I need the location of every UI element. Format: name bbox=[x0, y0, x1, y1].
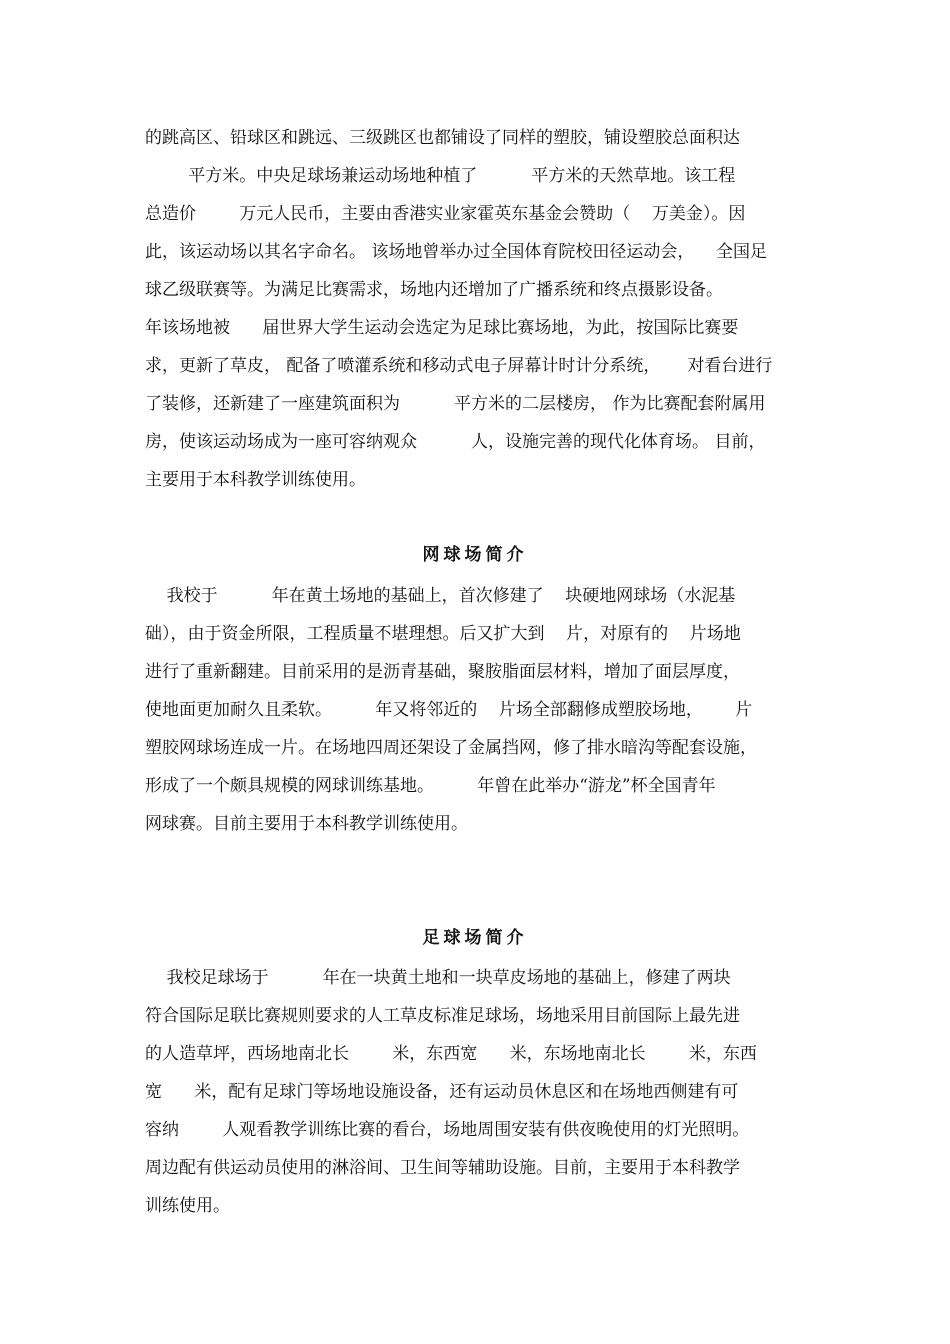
stadium-line: 总造价 万元人民币，主要由香港实业家霍英东基金会赞助（ 万美金）。因 bbox=[145, 204, 746, 224]
tennis-section-title: 网球场简介 bbox=[422, 545, 528, 565]
football-line: 我校足球场于 年在一块黄土地和一块草皮场地的基础上，修建了两块 bbox=[145, 968, 731, 988]
stadium-line: 此，该运动场以其名字命名。 该场地曾举办过全国体育院校田径运动会， 全国足 bbox=[145, 242, 768, 262]
stadium-line: 房，使该运动场成为一座可容纳观众 人，设施完善的现代化体育场。 目前， bbox=[145, 432, 766, 452]
football-line: 容纳 人观看教学训练比赛的看台，场地周围安装有供夜晚使用的灯光照明。 bbox=[145, 1120, 750, 1140]
football-line: 符合国际足联比赛规则要求的人工草皮标准足球场，场地采用目前国际上最先进 bbox=[145, 1006, 740, 1026]
tennis-line: 使地面更加耐久且柔软。 年又将邻近的 片场全部翻修成塑胶场地， 片 bbox=[145, 700, 753, 720]
football-line: 训练使用。 bbox=[145, 1196, 230, 1216]
tennis-line: 塑胶网球场连成一片。在场地四周还架设了金属挡网，修了排水暗沟等配套设施， bbox=[145, 738, 757, 758]
tennis-line: 进行了重新翻建。目前采用的是沥青基础，聚胺脂面层材料，增加了面层厚度， bbox=[145, 662, 740, 682]
tennis-line: 我校于 年在黄土场地的基础上，首次修建了 块硬地网球场（水泥基 bbox=[145, 586, 736, 606]
stadium-line: 求，更新了草皮， 配备了喷灌系统和移动式电子屏幕计时计分系统， 对看台进行 bbox=[145, 356, 773, 376]
tennis-line: 网球赛。目前主要用于本科教学训练使用。 bbox=[145, 814, 468, 834]
football-line: 宽 米，配有足球门等场地设施设备，还有运动员休息区和在场地西侧建有可 bbox=[145, 1082, 739, 1102]
stadium-line: 了装修，还新建了一座建筑面积为 平方米的二层楼房， 作为比赛配套附属用 bbox=[145, 394, 766, 414]
stadium-line: 的跳高区、铅球区和跳远、三级跳区也都铺设了同样的塑胶，铺设塑胶总面积达 bbox=[145, 128, 740, 148]
stadium-line: 主要用于本科教学训练使用。 bbox=[145, 470, 366, 490]
stadium-line: 年该场地被 届世界大学生运动会选定为足球比赛场地，为此，按国际比赛要 bbox=[145, 318, 739, 338]
stadium-line: 平方米。中央足球场兼运动场地种植了 平方米的天然草地。该工程 bbox=[145, 166, 736, 186]
football-line: 的人造草坪，西场地南北长 米，东西宽 米，东场地南北长 米，东西 bbox=[145, 1044, 757, 1064]
football-section-title: 足球场简介 bbox=[422, 928, 528, 948]
stadium-line: 球乙级联赛等。为满足比赛需求，场地内还增加了广播系统和终点摄影设备。 bbox=[145, 280, 723, 300]
tennis-line: 础），由于资金所限，工程质量不堪理想。后又扩大到 片，对原有的 片场地 bbox=[145, 624, 741, 644]
football-line: 周边配有供运动员使用的淋浴间、卫生间等辅助设施。目前，主要用于本科教学 bbox=[145, 1158, 740, 1178]
tennis-line: 形成了一个颇具规模的网球训练基地。 年曾在此举办“游龙”杯全国青年 bbox=[145, 776, 716, 796]
